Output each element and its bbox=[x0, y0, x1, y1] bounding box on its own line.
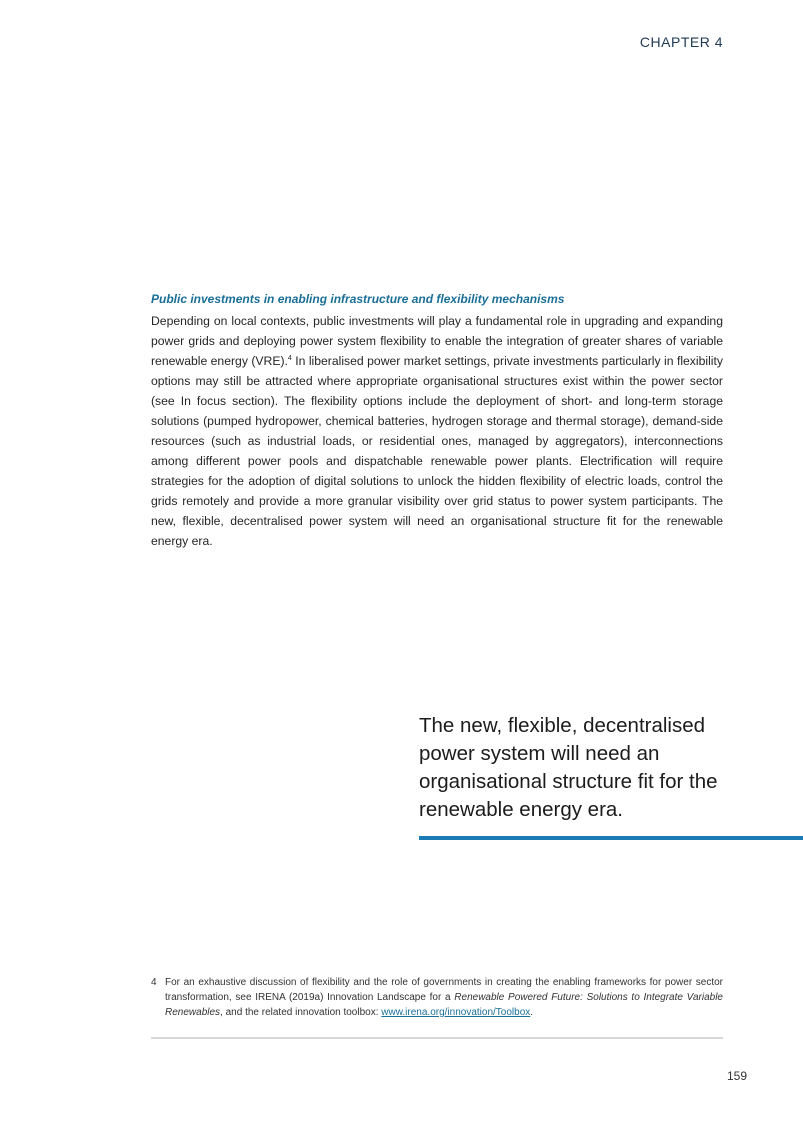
footnote-text-part2: , and the related innovation toolbox: bbox=[220, 1007, 382, 1018]
footnote-reference[interactable]: 4 bbox=[287, 354, 292, 362]
article-section bbox=[151, 290, 723, 551]
section-heading: Public investments in enabling infrastructure and flexibility mechanisms bbox=[151, 292, 565, 306]
pull-quote-rule bbox=[419, 836, 803, 840]
pull-quote: The new, flexible, decentralised power system will need an organisational structure fit for the renewable energy era. bbox=[419, 714, 718, 821]
paragraph-text-1: Depending on local contexts, public investments will play a fundamental role in upgrading and expanding power grids and deploying power system flexibility to enable the integration of greater shares of variable renewable energy (VRE). bbox=[151, 314, 723, 368]
footnote-text-end: . bbox=[530, 1007, 534, 1018]
footnote bbox=[151, 975, 723, 1020]
footer-divider bbox=[151, 1037, 723, 1039]
footnote-title-italic: Renewable Powered Future: Solutions to Integrate Variable Renewables bbox=[165, 992, 723, 1018]
footnote-number: 4 bbox=[151, 977, 157, 988]
footnote-text-part1: For an exhaustive discussion of flexibility and the role of governments in creating the enabling frameworks for power sector transformation, see IRENA (2019a) Innovation Landscape for a bbox=[165, 977, 723, 1003]
paragraph-text-2: In liberalised power market settings, private investments particularly in flexibility options may still be attracted where appropriate organisational structures exist within the power sector (see In focus section). The flexibility options include the deployment of short- and long-term storage solutions (pumped hydropower, chemical batteries, hydrogen storage and thermal storage), demand-side resources (such as industrial loads, or residential ones, managed by aggregators), interconnections among different power pools and dispatchable renewable power plants. Electrification will require strategies for the adoption of digital solutions to unlock the hidden flexibility of electric loads, control the grids remotely and provide a more granular visibility over grid status to power system participants. The new, flexible, decentralised power system will need an organisational structure fit for the renewable energy era. bbox=[151, 354, 723, 548]
toolbox-link[interactable]: www.irena.org/innovation/Toolbox bbox=[381, 1007, 531, 1018]
page-number: 159 bbox=[726, 1069, 747, 1083]
body-paragraph bbox=[151, 311, 723, 551]
footnote-text bbox=[165, 975, 723, 1020]
chapter-label: CHAPTER 4 bbox=[639, 34, 723, 50]
